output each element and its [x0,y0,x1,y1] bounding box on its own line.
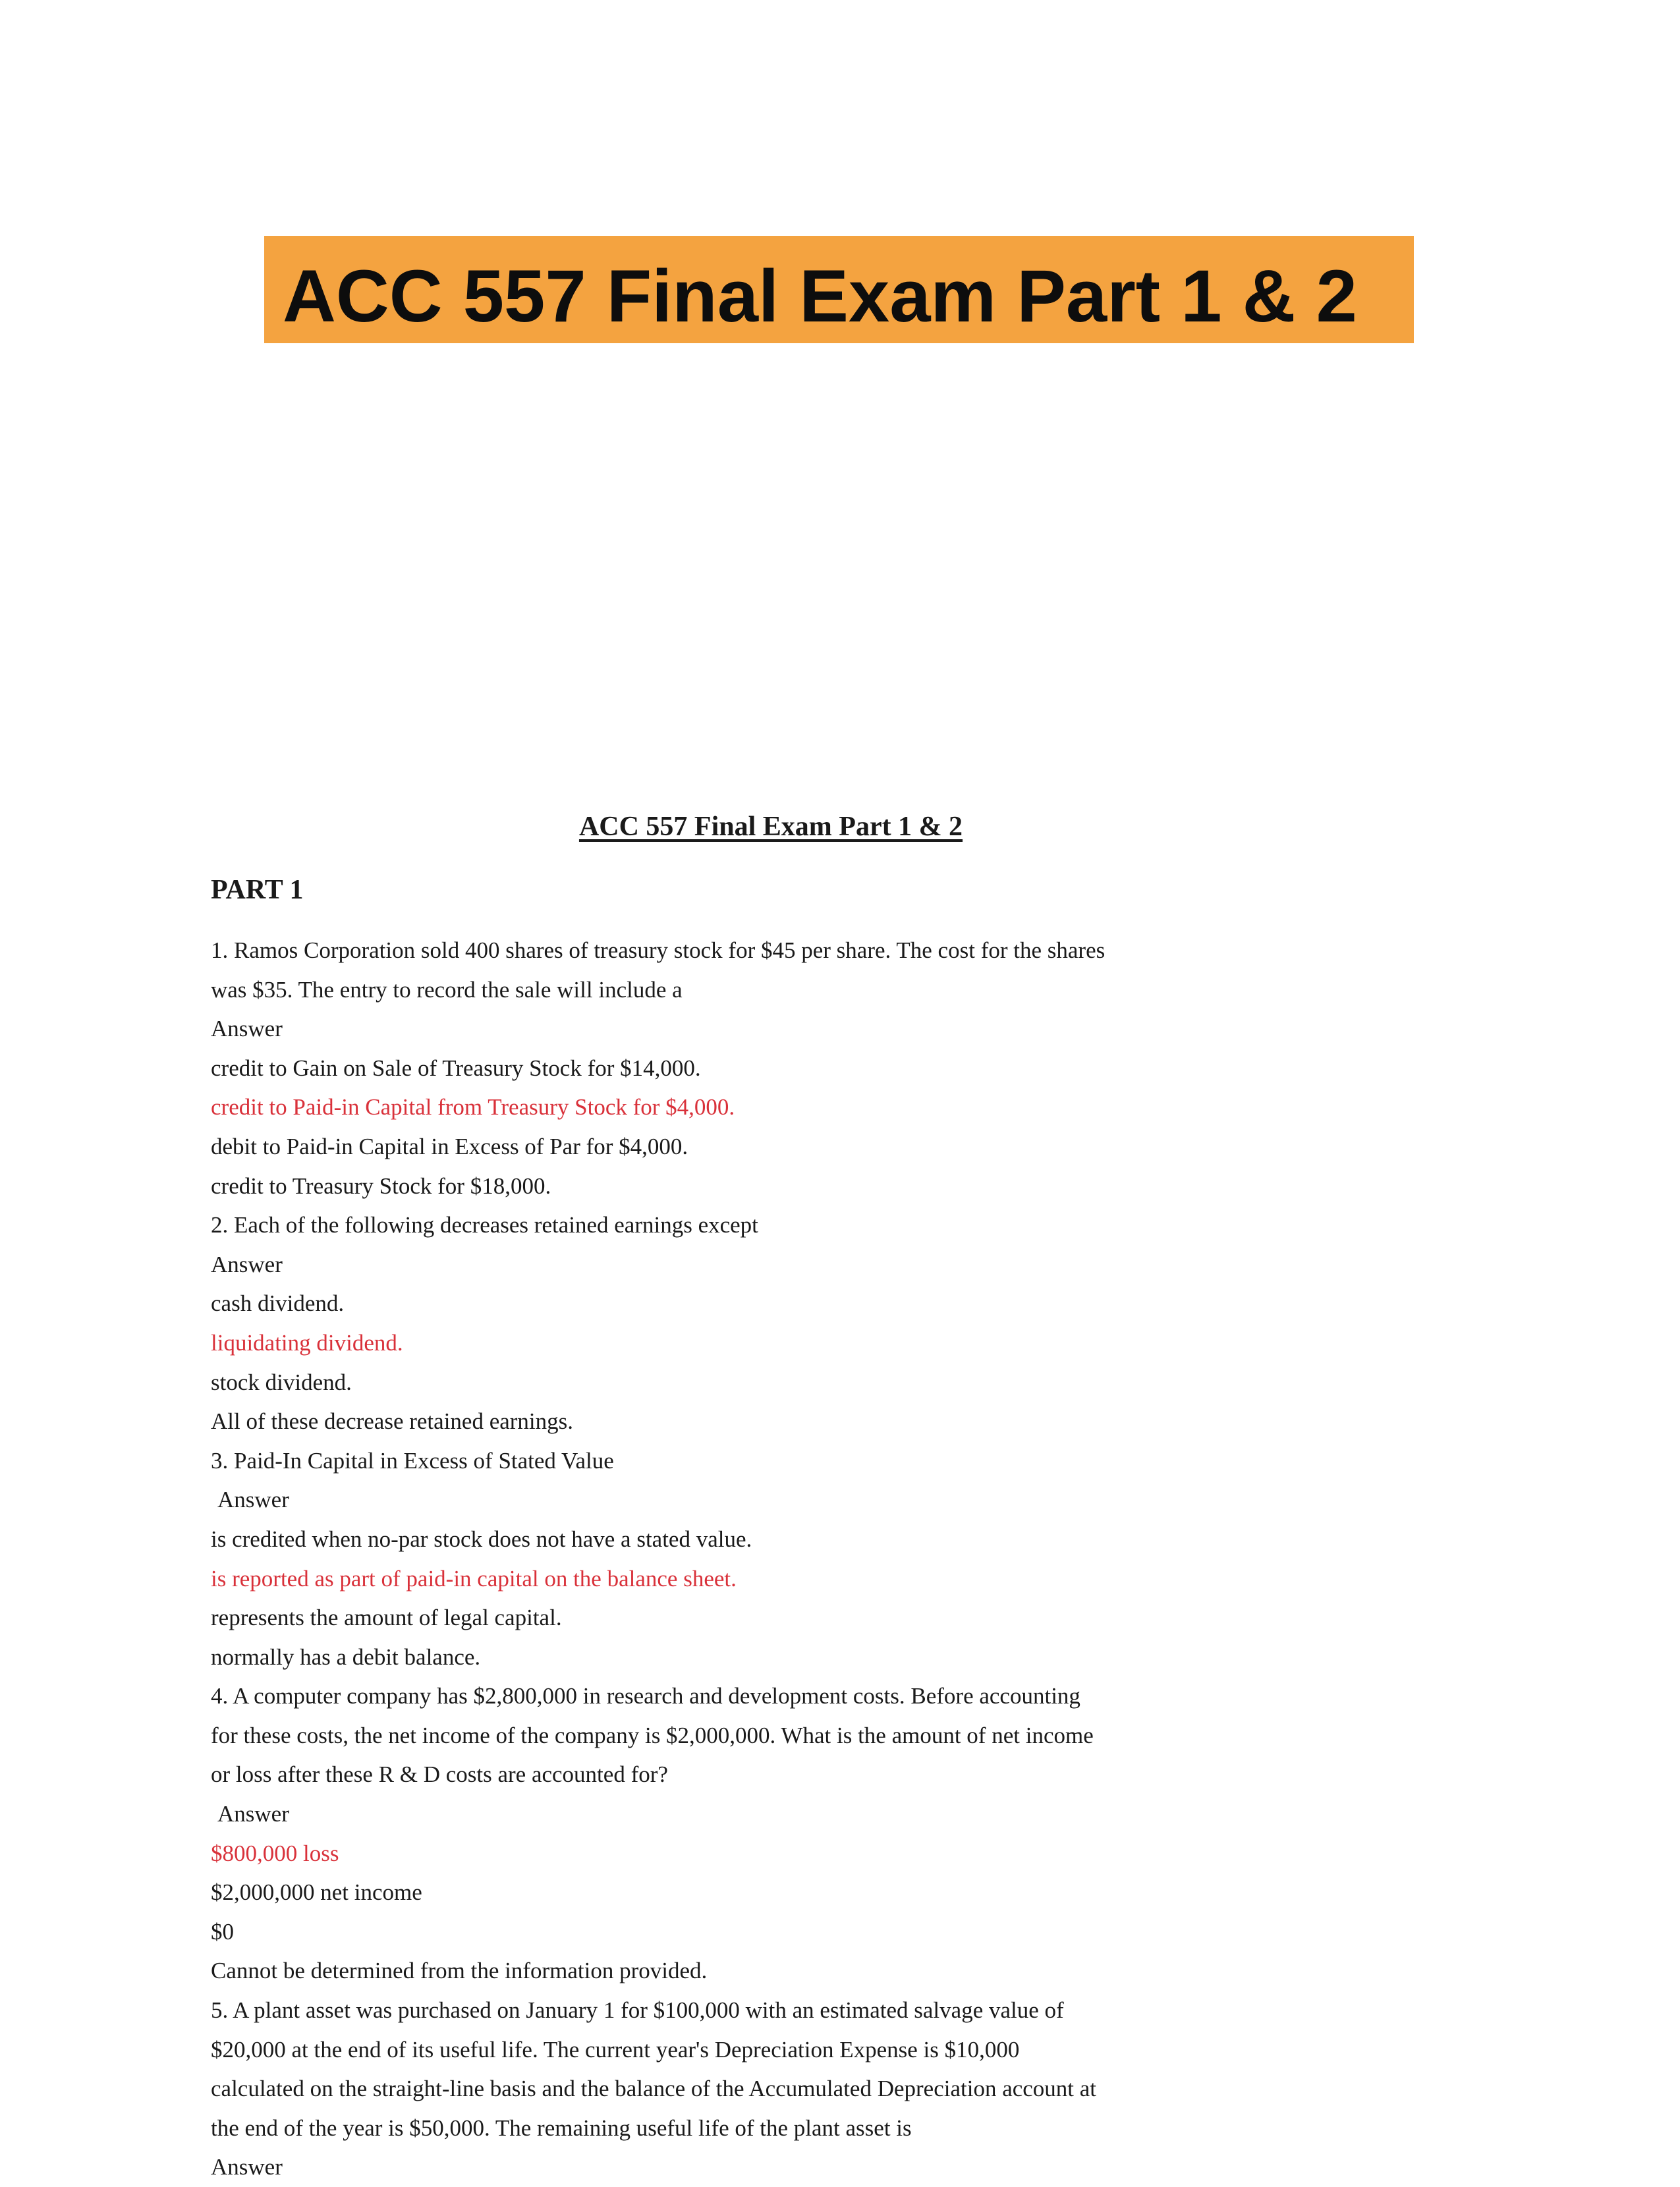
text-line: 4. A computer company has $2,800,000 in research and development costs. Before accounting [211,1683,1080,1709]
part-heading: PART 1 [211,875,304,905]
text-line: 1. Ramos Corporation sold 400 shares of treasury stock for $45 per share. The cost for the shares [211,937,1106,963]
text-line: was $35. The entry to record the sale will include a [211,976,683,1003]
text-line: or loss after these R & D costs are accounted for? [211,1761,668,1788]
text-line: All of these decrease retained earnings. [211,1408,574,1435]
text-line: stock dividend. [211,1369,352,1395]
text-line: Cannot be determined from the information provided. [211,1958,708,1984]
text-line: 3. Paid-In Capital in Excess of Stated Value [211,1447,614,1474]
text-line: calculated on the straight-line basis and the balance of the Accumulated Depreciation account at [211,2076,1097,2102]
text-line: 2. Each of the following decreases retained earnings except [211,1212,758,1238]
text-line: credit to Treasury Stock for $18,000. [211,1173,551,1199]
document-title: ACC 557 Final Exam Part 1 & 2 [578,812,963,842]
text-line: Answer [211,1251,283,1277]
text-line: the end of the year is $50,000. The remaining useful life of the plant asset is [211,2115,912,2141]
text-line: for these costs, the net income of the company is $2,000,000. What is the amount of net income [211,1722,1094,1748]
correct-answer-line: credit to Paid-in Capital from Treasury Stock for $4,000. [211,1094,735,1121]
correct-answer-line: is reported as part of paid-in capital on the balance sheet. [211,1565,737,1592]
text-line: is credited when no-par stock does not have a stated value. [211,1526,752,1552]
text-line: debit to Paid-in Capital in Excess of Par for $4,000. [211,1133,688,1159]
correct-answer-line: $800,000 loss [211,1840,339,1866]
text-line: represents the amount of legal capital. [211,1605,562,1631]
text-line: $2,000,000 net income [211,1879,422,1906]
text-line: $20,000 at the end of its useful life. The current year's Depreciation Expense is $10,000 [211,2036,1020,2062]
text-line: credit to Gain on Sale of Treasury Stock for $14,000. [211,1055,701,1081]
title-banner [264,236,1414,343]
text-line: Answer [211,1016,283,1042]
text-line: 5. A plant asset was purchased on January 1 for $100,000 with an estimated salvage value of [211,1997,1064,2024]
text-line: $0 [211,1918,234,1945]
correct-answer-line: liquidating dividend. [211,1329,403,1356]
text-line: Answer [217,1801,289,1827]
text-line: Answer [211,2154,283,2180]
text-line: cash dividend. [211,1290,345,1317]
text-line: normally has a debit balance. [211,1644,481,1670]
question-lines [211,931,1331,2187]
text-line: Answer [217,1487,289,1513]
banner-title: ACC 557 Final Exam Part 1 & 2 [283,255,1357,337]
